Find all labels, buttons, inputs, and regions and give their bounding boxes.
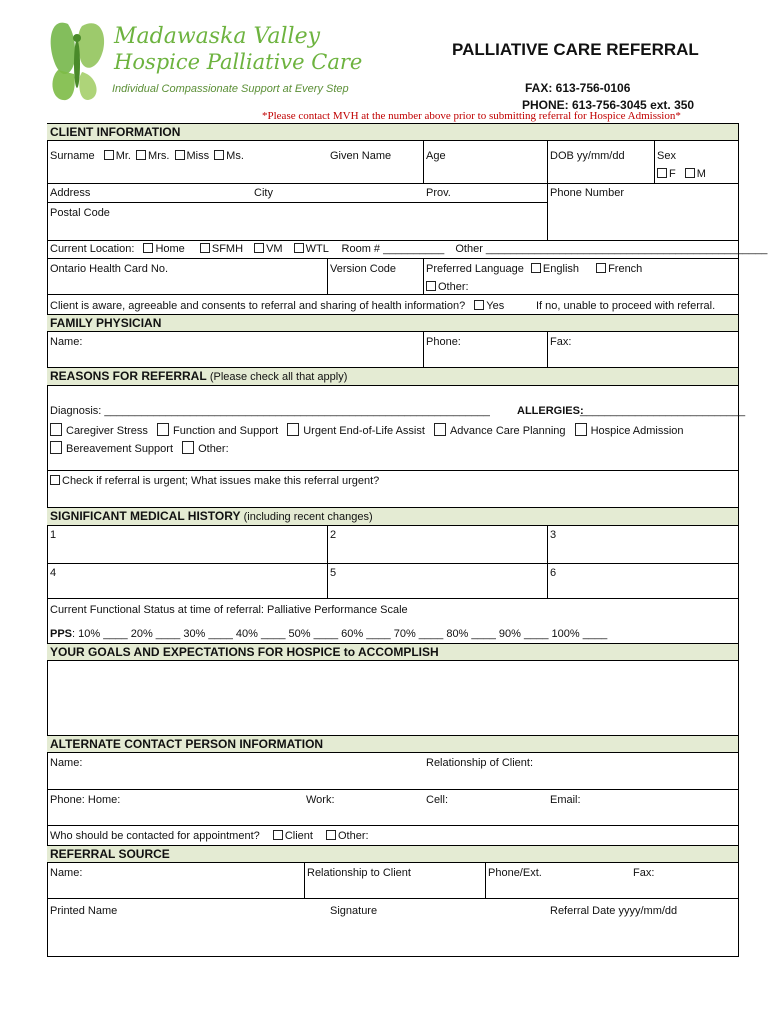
alternate-phone-home-label: Phone: Home: [50, 794, 121, 806]
english-checkbox[interactable]: English [531, 263, 579, 275]
dob-label: DOB yy/mm/dd [550, 150, 625, 162]
divider [547, 331, 548, 367]
divider [47, 825, 739, 826]
source-fax-label: Fax: [633, 867, 655, 879]
tagline: Individual Compassionate Support at Every Step [112, 83, 349, 95]
goals-section-title: YOUR GOALS AND EXPECTATIONS FOR HOSPICE to ACCOMPLISH [50, 645, 439, 659]
form-title: PALLIATIVE CARE REFERRAL [452, 40, 699, 59]
ms-checkbox[interactable]: Ms. [214, 150, 244, 162]
phone-number-label: Phone Number [550, 187, 624, 199]
loc-vm-checkbox[interactable]: VM [254, 243, 283, 255]
contact-other-checkbox[interactable]: Other: [326, 830, 369, 842]
surname-label [50, 150, 244, 163]
divider [47, 898, 739, 899]
source-name-label: Name: [50, 867, 83, 879]
reason-other-checkbox[interactable]: Other: [182, 443, 229, 455]
mrs-checkbox[interactable]: Mrs. [136, 150, 169, 162]
source-phone-label: Phone/Ext. [488, 867, 542, 879]
divider [654, 141, 655, 183]
phone-number: PHONE: 613-756-3045 ext. 350 [522, 98, 695, 112]
physician-name-label: Name: [50, 336, 83, 348]
alternate-email-label: Email: [550, 794, 581, 806]
divider [423, 141, 424, 183]
reason-bereavement-checkbox[interactable]: Bereavement Support [50, 443, 173, 455]
history-cell-4[interactable]: 4 [50, 567, 57, 579]
other-language-checkbox[interactable]: Other: [426, 281, 469, 294]
french-checkbox[interactable]: French [596, 263, 642, 275]
reason-options-row1 [50, 423, 684, 438]
given-name-label: Given Name [330, 150, 392, 162]
history-cell-5[interactable]: 5 [330, 567, 337, 579]
version-code-label: Version Code [330, 263, 397, 275]
current-location-row: Current Location: Home SFMH VM WTL Room # __________ Other ______________________________________________ [50, 243, 768, 255]
loc-home-checkbox[interactable]: Home [143, 243, 184, 255]
sex-m-checkbox[interactable]: M [685, 168, 706, 180]
divider [304, 862, 305, 898]
referral-date-label: Referral Date yyyy/mm/dd [550, 905, 678, 917]
divider [47, 598, 739, 599]
history-section-title: SIGNIFICANT MEDICAL HISTORY (including recent changes) [50, 509, 373, 523]
contact-client-checkbox[interactable]: Client [273, 830, 313, 842]
sex-f-checkbox[interactable]: F [657, 168, 676, 180]
goals-textarea[interactable] [48, 660, 738, 734]
city-label: City [254, 187, 273, 199]
divider [47, 258, 739, 259]
divider [47, 789, 739, 790]
divider [547, 183, 548, 240]
ohc-label: Ontario Health Card No. [50, 263, 168, 275]
physician-phone-label: Phone: [426, 336, 461, 348]
allergies-label: ALLERGIES: [517, 405, 584, 417]
pps-scale-row[interactable]: PPS: 10% ____ 20% ____ 30% ____ 40% ____ 50% ____ 60% ____ 70% ____ 80% ____ 90% ____ 100% ____ [50, 628, 608, 640]
divider [47, 563, 739, 564]
diagnosis-field[interactable]: Diagnosis: _______________________________________________________________ [50, 405, 490, 417]
age-label: Age [426, 150, 446, 162]
signature-label: Signature [330, 905, 378, 917]
divider [547, 525, 548, 598]
org-name-line1: Madawaska Valley [114, 24, 321, 49]
address-label: Address [50, 187, 91, 199]
consent-note: If no, unable to proceed with referral. [536, 300, 716, 312]
room-field[interactable]: Room # __________ [341, 243, 445, 255]
contact-notice: *Please contact MVH at the number above prior to submitting referral for Hospice Admission* [262, 110, 681, 122]
prov-label: Prov. [426, 187, 451, 199]
divider [47, 202, 547, 203]
divider [327, 258, 328, 294]
history-cell-6[interactable]: 6 [550, 567, 557, 579]
consent-row: Client is aware, agreeable and consents to referral and sharing of health information? Yes [50, 300, 505, 312]
divider [47, 240, 739, 241]
miss-checkbox[interactable]: Miss [175, 150, 210, 162]
org-name-line2: Hospice Palliative Care [114, 50, 363, 74]
fax-number: FAX: 613-756-0106 [525, 81, 631, 95]
reasons-section-title: REASONS FOR REFERRAL (Please check all that apply) [50, 369, 348, 383]
butterfly-logo-icon [44, 14, 114, 106]
alternate-relationship-label: Relationship of Client: [426, 757, 534, 769]
history-cell-3[interactable]: 3 [550, 529, 557, 541]
sex-label: Sex [657, 150, 676, 162]
allergies-field[interactable]: ___________________________ [580, 405, 746, 417]
mr-checkbox[interactable]: Mr. [104, 150, 131, 162]
surname-text: Surname [50, 150, 95, 162]
appointment-contact-row: Who should be contacted for appointment? Client Other: [50, 830, 369, 842]
reason-function-support-checkbox[interactable]: Function and Support [157, 425, 278, 437]
history-cell-1[interactable]: 1 [50, 529, 57, 541]
alternate-cell-label: Cell: [426, 794, 449, 806]
divider [485, 862, 486, 898]
reason-caregiver-stress-checkbox[interactable]: Caregiver Stress [50, 425, 148, 437]
sex-options [657, 168, 706, 181]
urgent-checkbox[interactable]: Check if referral is urgent; What issues make this referral urgent? [50, 475, 379, 488]
divider [547, 141, 548, 183]
loc-sfmh-checkbox[interactable]: SFMH [200, 243, 243, 255]
physician-fax-label: Fax: [550, 336, 572, 348]
divider [47, 294, 739, 295]
preferred-language-row: Preferred Language English French [426, 263, 643, 275]
form-border-left [47, 123, 48, 956]
source-section-title: REFERRAL SOURCE [50, 847, 170, 861]
history-cell-2[interactable]: 2 [330, 529, 337, 541]
reason-advance-care-checkbox[interactable]: Advance Care Planning [434, 425, 566, 437]
reason-hospice-admission-checkbox[interactable]: Hospice Admission [575, 425, 684, 437]
reason-options-row2 [50, 441, 229, 456]
divider [423, 258, 424, 294]
postal-code-label: Postal Code [50, 207, 110, 219]
physician-section-title: FAMILY PHYSICIAN [50, 316, 162, 330]
divider [423, 331, 424, 367]
functional-status-label: Current Functional Status at time of referral: Palliative Performance Scale [50, 604, 408, 616]
loc-wtl-checkbox[interactable]: WTL [294, 243, 329, 255]
form-border-bottom [47, 956, 739, 957]
printed-name-label: Printed Name [50, 905, 118, 917]
divider [47, 183, 739, 184]
reason-urgent-eol-checkbox[interactable]: Urgent End-of-Life Assist [287, 425, 425, 437]
source-relationship-label: Relationship to Client [307, 867, 411, 879]
client-section-title: CLIENT INFORMATION [50, 125, 181, 139]
alternate-work-label: Work: [306, 794, 335, 806]
alternate-name-label: Name: [50, 757, 83, 769]
consent-yes-checkbox[interactable]: Yes [474, 300, 504, 312]
alternate-section-title: ALTERNATE CONTACT PERSON INFORMATION [50, 737, 324, 751]
divider [327, 525, 328, 598]
logo [44, 14, 114, 106]
divider [47, 470, 739, 471]
other-location-field[interactable]: Other ______________________________________________ [455, 243, 768, 255]
